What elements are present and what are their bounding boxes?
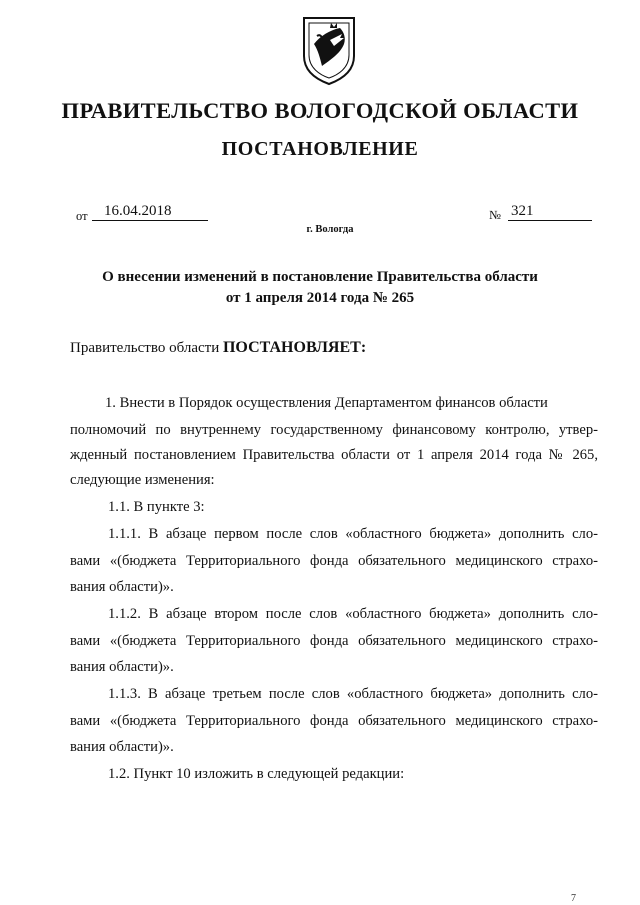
body-line: 1.1.2. В абзаце втором после слов «областного бюджета» дополнить сло- — [108, 606, 598, 622]
subject-line: О внесении изменений в постановление Правительства области — [102, 269, 538, 285]
body-line: жденный постановлением Правительства области от 1 апреля 2014 года № 265, — [70, 447, 598, 463]
document-type: ПОСТАНОВЛЕНИЕ — [221, 138, 419, 160]
government-title: ПРАВИТЕЛЬСТВО ВОЛОГОДСКОЙ ОБЛАСТИ — [61, 98, 579, 123]
body-line: 1.1. В пункте 3: — [108, 499, 205, 515]
body-line: полномочий по внутреннему государственному финансовому контролю, утвер- — [70, 422, 598, 438]
body-line: 1.2. Пункт 10 изложить в следующей редакции: — [108, 766, 405, 782]
page-mark: 7 — [571, 893, 576, 904]
document-number: 321 — [508, 203, 592, 221]
number-prefix: № — [489, 208, 501, 222]
body-line: вами «(бюджета Территориального фонда обязательного медицинского страхо- — [70, 553, 598, 569]
city-name: г. Вологда — [306, 224, 354, 235]
body-line: вания области)». — [70, 579, 174, 595]
body-line: следующие изменения: — [70, 472, 215, 488]
body-line: вами «(бюджета Территориального фонда обязательного медицинского страхо- — [70, 633, 598, 649]
body-line: вания области)». — [70, 739, 174, 755]
preamble-verb: ПОСТАНОВЛЯЕТ: — [222, 339, 367, 356]
document-subject — [0, 267, 640, 309]
date-prefix: от — [76, 209, 88, 223]
body-line: вания области)». — [70, 659, 174, 675]
body-line: 1. Внести в Порядок осуществления Департаментом финансов области — [105, 395, 548, 411]
coat-of-arms-emblem — [300, 14, 358, 86]
subject-line: от 1 апреля 2014 года № 265 — [225, 290, 415, 306]
body-line: 1.1.3. В абзаце третьем после слов «областного бюджета» дополнить сло- — [108, 686, 598, 702]
preamble — [70, 339, 366, 357]
body-line: 1.1.1. В абзаце первом после слов «областного бюджета» дополнить сло- — [108, 526, 598, 542]
body-line: вами «(бюджета Территориального фонда обязательного медицинского страхо- — [70, 713, 598, 729]
preamble-subject: Правительство области — [70, 340, 220, 356]
document-date: 16.04.2018 — [92, 203, 208, 221]
